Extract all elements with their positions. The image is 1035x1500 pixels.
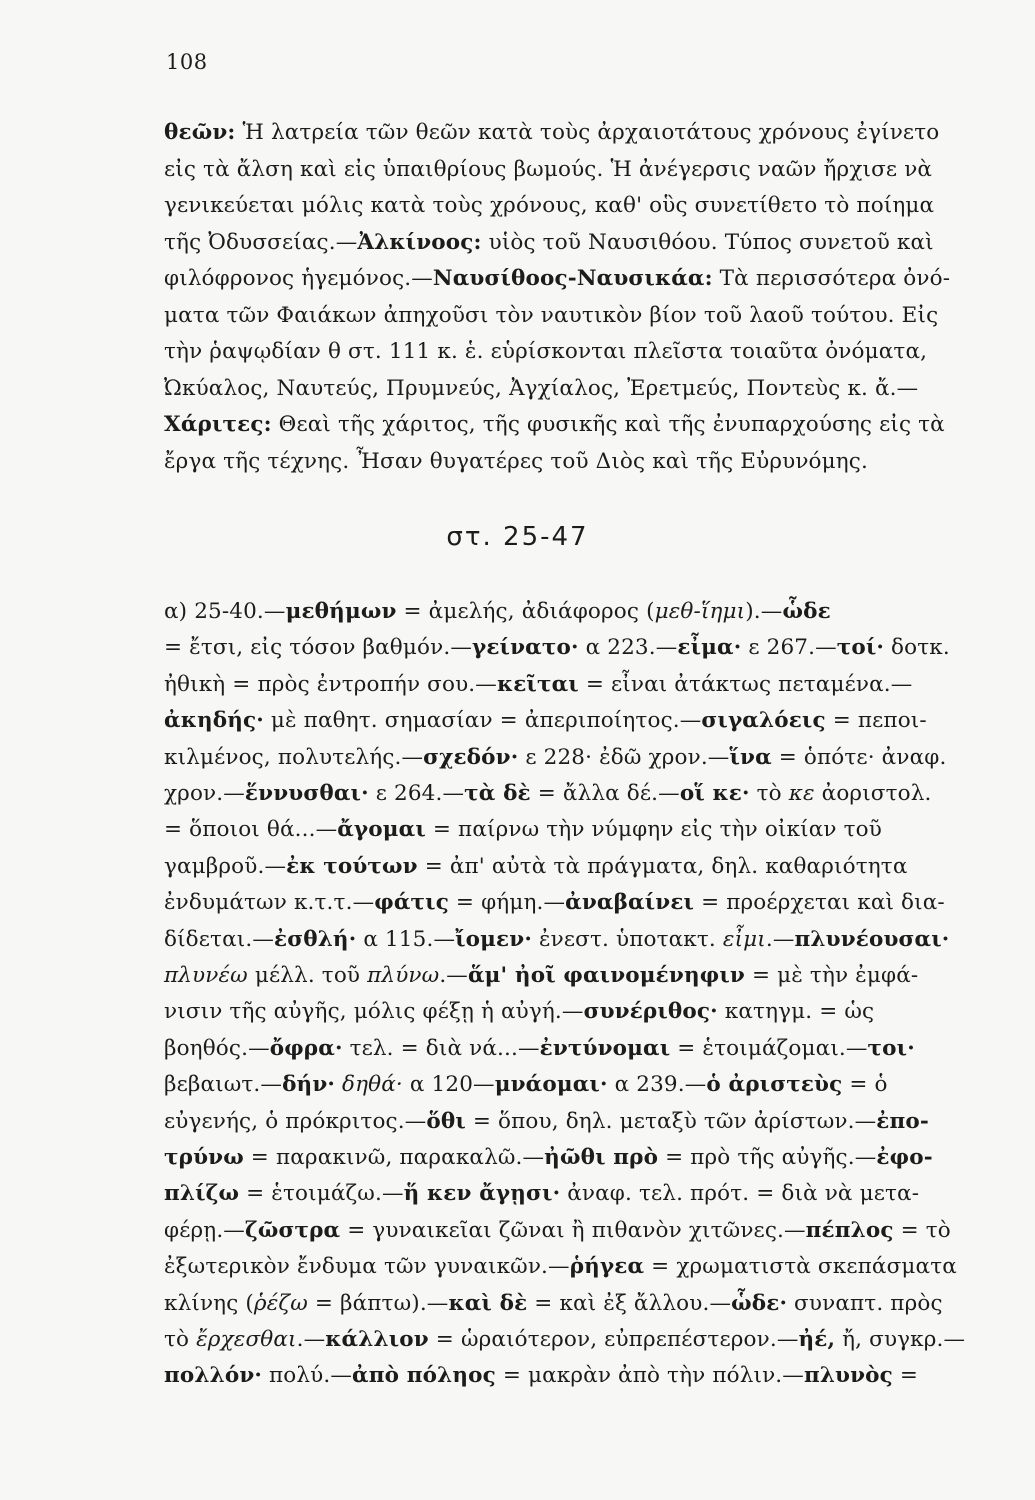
paragraph-two-line bbox=[164, 743, 946, 773]
paragraph-one-line bbox=[164, 155, 932, 185]
gloss-text: δοτκ. bbox=[884, 635, 950, 661]
gloss-text: ἔργα τῆς τέχνης. Ἦσαν θυγατέρες τοῦ Διὸς καὶ τῆς Εὐρυνόμης. bbox=[164, 448, 868, 474]
paragraph-two-line bbox=[164, 1289, 943, 1319]
headword: ἠέ, bbox=[798, 1327, 836, 1352]
gloss-text: Ὠκύαλος, Ναυτεύς, Πρυμνεύς, Ἀγχίαλος, Ἐρετμεύς, Ποντεὺς κ. ἄ.— bbox=[164, 375, 919, 401]
headword: ἐντύνομαι bbox=[539, 1035, 671, 1061]
gloss-text: = ἀπ' αὐτὰ τὰ πράγματα, δηλ. καθαριότητα bbox=[417, 853, 908, 879]
headword: ἄγομαι bbox=[337, 817, 426, 843]
gloss-text: ἀναφ. τελ. πρότ. = διὰ νὰ μετα- bbox=[560, 1181, 920, 1207]
gloss-text: εἰς τὰ ἄλση καὶ εἰς ὑπαιθρίους βωμούς. Ἡ ἀνέγερσις ναῶν ἤρχισε νὰ bbox=[164, 156, 933, 182]
gloss-text bbox=[335, 1072, 342, 1097]
paragraph-two-line bbox=[164, 961, 918, 991]
paragraph-two-line bbox=[164, 1070, 888, 1100]
gloss-text: = ἑτοιμάζω.— bbox=[239, 1181, 404, 1207]
paragraph-two-line bbox=[164, 779, 932, 809]
gloss-text: = εἶναι ἀτάκτως πεταμένα.— bbox=[578, 671, 913, 697]
paragraph-two-line bbox=[164, 1107, 929, 1137]
headword: ἀναβαίνει bbox=[565, 890, 695, 916]
gloss-text: βεβαιωτ.— bbox=[164, 1072, 283, 1098]
headword: ἐσθλή· bbox=[273, 926, 357, 952]
headword: ἅμ' ἠοῖ φαινομένηφιν bbox=[467, 963, 745, 988]
headword: ἕννυσθαι· bbox=[244, 781, 369, 806]
gloss-text: ε 267.— bbox=[741, 635, 837, 661]
gloss-text: τελ. = διὰ νά...— bbox=[342, 1035, 540, 1061]
paragraph-two-line bbox=[164, 925, 949, 955]
gloss-text: συναπτ. πρὸς bbox=[787, 1290, 943, 1316]
headword: καὶ δὲ bbox=[448, 1290, 528, 1316]
headword: ἀκηδής· bbox=[164, 708, 264, 734]
headword: μνάομαι· bbox=[494, 1072, 608, 1098]
paragraph-two-line bbox=[164, 597, 831, 627]
gloss-text: = bbox=[892, 1363, 919, 1389]
paragraph-one-line bbox=[164, 337, 927, 367]
gloss-text: εὐγενής, ὁ πρόκριτος.— bbox=[164, 1108, 427, 1134]
paragraph-two-line bbox=[164, 1143, 933, 1173]
gloss-text: ε 228· ἐδῶ χρον.— bbox=[518, 744, 730, 770]
gloss-text: βοηθός.— bbox=[164, 1035, 270, 1061]
headword: ζῶστρα bbox=[244, 1217, 341, 1243]
gloss-text: = βάπτω).— bbox=[307, 1290, 449, 1316]
headword: ὁ ἀριστεὺς bbox=[706, 1072, 843, 1098]
headword: κάλλιον bbox=[325, 1327, 429, 1352]
gloss-text: = ὅπου, δηλ. μεταξὺ τῶν ἀρίστων.— bbox=[465, 1108, 877, 1134]
gloss-text: υἱὸς τοῦ Ναυσιθόου. Τύπος συνετοῦ καὶ bbox=[481, 229, 934, 255]
gloss-text: χρον.— bbox=[164, 781, 245, 806]
gloss-text: μέλλ. τοῦ bbox=[247, 963, 368, 988]
paragraph-two-line bbox=[164, 1034, 915, 1064]
headword: ἀπὸ πόληος bbox=[352, 1363, 496, 1389]
headword: τοι· bbox=[867, 1035, 915, 1061]
paragraph-two-line bbox=[164, 1216, 951, 1246]
headword: οἵ κε· bbox=[679, 781, 750, 806]
gloss-text: τῆς Ὀδυσσείας.— bbox=[164, 229, 358, 255]
headword: ἐκ τούτων bbox=[286, 853, 418, 879]
gloss-text: = παίρνω τὴν νύμφην εἰς τὴν οἰκίαν τοῦ bbox=[425, 817, 882, 843]
gloss-text: δίδεται.— bbox=[164, 926, 274, 952]
gloss-text: α) 25-40.— bbox=[164, 599, 286, 624]
headword: κεῖται bbox=[496, 671, 579, 697]
gloss-text: μὲ παθητ. σημασίαν = ἀπεριποίητος.— bbox=[263, 708, 702, 734]
headword: ἠῶθι πρὸ bbox=[544, 1145, 659, 1170]
gloss-text: κλίνης ( bbox=[164, 1290, 254, 1316]
italic-word: εἶμι bbox=[722, 926, 766, 952]
gloss-text: κιλμένος, πολυτελής.— bbox=[164, 744, 424, 770]
gloss-text: ἠθικὴ = πρὸς ἐντροπήν σου.— bbox=[164, 671, 497, 697]
gloss-text: γενικεύεται μόλις κατὰ τοὺς χρόνους, καθ' οὓς συνετίθετο τὸ ποίημα bbox=[164, 193, 935, 218]
gloss-text: α 239.— bbox=[607, 1072, 707, 1098]
headword: σιγαλόεις bbox=[701, 708, 826, 734]
headword: ἵνα bbox=[729, 744, 772, 770]
gloss-text: ἐξωτερικὸν ἔνδυμα τῶν γυναικῶν.— bbox=[164, 1254, 570, 1280]
gloss-text: = ἀμελής, ἀδιάφορος ( bbox=[396, 599, 655, 624]
gloss-text: = ὅποιοι θά...— bbox=[164, 817, 338, 843]
gloss-text: .— bbox=[439, 963, 468, 988]
italic-word: ἔρχεσθαι bbox=[196, 1327, 297, 1352]
paragraph-one-line bbox=[164, 301, 938, 331]
gloss-text: κατηγμ. = ὡς bbox=[717, 999, 875, 1025]
paragraph-two-line bbox=[164, 852, 907, 882]
paragraph-one-line bbox=[164, 264, 950, 294]
headword: ὧδε bbox=[782, 599, 831, 624]
headword: πλυνὸς bbox=[803, 1363, 893, 1389]
gloss-text: = χρωματιστὰ σκεπάσματα bbox=[644, 1254, 957, 1280]
headword: ῥήγεα bbox=[569, 1254, 645, 1280]
paragraph-one-line bbox=[164, 447, 868, 477]
gloss-text: = παρακινῶ, παρακαλῶ.— bbox=[243, 1145, 545, 1170]
gloss-text: πολύ.— bbox=[262, 1363, 353, 1389]
headword: Ναυσίθοος-Ναυσικάα: bbox=[432, 266, 713, 291]
gloss-text: = προέρχεται καὶ δια- bbox=[694, 890, 945, 916]
page-number: 108 bbox=[166, 50, 208, 74]
gloss-text: ε 264.— bbox=[368, 781, 465, 806]
gloss-text: τὴν ῥαψῳδίαν θ στ. 111 κ. ἑ. εὑρίσκονται πλεῖστα τοιαῦτα ὀνόματα, bbox=[164, 339, 928, 364]
gloss-text: ).— bbox=[745, 599, 783, 624]
gloss-text: = ὁ bbox=[842, 1072, 888, 1098]
paragraph-two-line bbox=[164, 815, 882, 845]
headword: γείνατο· bbox=[471, 635, 579, 661]
headword: ἴομεν· bbox=[455, 926, 532, 952]
headword: τοί· bbox=[836, 635, 885, 661]
gloss-text: = μακρὰν ἀπὸ τὴν πόλιν.— bbox=[495, 1363, 804, 1389]
italic-word: πλύνω bbox=[367, 963, 440, 988]
headword: πλυνέουσαι· bbox=[794, 926, 950, 952]
paragraph-two-line bbox=[164, 1325, 965, 1355]
gloss-text: νισιν τῆς αὐγῆς, μόλις φέξῃ ἡ αὐγή.— bbox=[164, 999, 584, 1025]
paragraph-two-line bbox=[164, 1179, 919, 1209]
headword: τὰ δὲ bbox=[464, 781, 531, 806]
headword: Χάριτες: bbox=[164, 412, 272, 437]
headword: πλίζω bbox=[164, 1181, 240, 1207]
headword: ἐφο- bbox=[876, 1145, 933, 1170]
italic-word: κε bbox=[788, 781, 815, 806]
headword: ὄφρα· bbox=[269, 1035, 343, 1061]
gloss-text: Τὰ περισσότερα ὀνό- bbox=[712, 266, 951, 291]
gloss-text: = ἑτοιμάζομαι.— bbox=[670, 1035, 868, 1061]
gloss-text: Θεαὶ τῆς χάριτος, τῆς φυσικῆς καὶ τῆς ἐνυπαρχούσης εἰς τὰ bbox=[271, 412, 945, 437]
gloss-text: = πρὸ τῆς αὐγῆς.— bbox=[658, 1145, 877, 1170]
gloss-text: φιλόφρονος ἡγεμόνος.— bbox=[164, 266, 433, 291]
headword: τρύνω bbox=[164, 1145, 244, 1170]
italic-word: ῥέζω bbox=[253, 1290, 308, 1316]
headword: δήν· bbox=[282, 1072, 336, 1098]
gloss-text: = ὁπότε· ἀναφ. bbox=[771, 744, 947, 770]
gloss-text: γαμβροῦ.— bbox=[164, 853, 287, 879]
gloss-text: = ἔτσι, εἰς τόσον βαθμόν.— bbox=[164, 635, 472, 661]
paragraph-two-line bbox=[164, 670, 912, 700]
gloss-text: = καὶ ἐξ ἄλλου.— bbox=[527, 1290, 732, 1316]
gloss-text: = φήμη.— bbox=[448, 890, 566, 916]
gloss-text: τὸ bbox=[749, 781, 789, 806]
gloss-text: .— bbox=[296, 1327, 326, 1352]
gloss-text: = ὡραιότερον, εὐπρεπέστερον.— bbox=[428, 1327, 799, 1352]
headword: σχεδόν· bbox=[423, 744, 519, 770]
headword: ἥ κεν ἄγῃσι· bbox=[403, 1181, 561, 1207]
gloss-text: ἤ, συγκρ.— bbox=[835, 1327, 966, 1352]
section-heading: στ. 25-47 bbox=[446, 522, 589, 552]
paragraph-one-line bbox=[164, 410, 945, 440]
paragraph-two-line bbox=[164, 1361, 918, 1391]
paragraph-one-line bbox=[164, 374, 918, 404]
gloss-text: = πεποι- bbox=[825, 708, 927, 734]
gloss-text: α 120— bbox=[402, 1072, 495, 1098]
gloss-text: α 223.— bbox=[578, 635, 678, 661]
gloss-text: = τὸ bbox=[893, 1217, 951, 1243]
gloss-text: .— bbox=[765, 926, 795, 952]
paragraph-two-line bbox=[164, 633, 950, 663]
paragraph-two-line bbox=[164, 888, 945, 918]
gloss-text: ματα τῶν Φαιάκων ἀπηχοῦσι τὸν ναυτικὸν βίον τοῦ λαοῦ τούτου. Εἰς bbox=[164, 302, 939, 328]
italic-word: μεθ-ἵημι bbox=[654, 599, 746, 624]
paragraph-one-line bbox=[164, 191, 934, 221]
headword: συνέριθος· bbox=[583, 999, 718, 1025]
paragraph-one-line bbox=[164, 228, 934, 258]
headword: εἶμα· bbox=[677, 635, 742, 661]
headword: φάτις bbox=[374, 890, 449, 916]
gloss-text: ἐνεστ. ὑποτακτ. bbox=[531, 926, 723, 952]
gloss-text: φέρῃ.— bbox=[164, 1217, 245, 1243]
gloss-text: α 115.— bbox=[356, 926, 456, 952]
headword: ἐπο- bbox=[876, 1108, 929, 1134]
headword: ὧδε· bbox=[731, 1290, 788, 1316]
headword: Ἀλκίνοος: bbox=[357, 229, 482, 255]
gloss-text: ἀοριστολ. bbox=[814, 781, 932, 806]
paragraph-two-line bbox=[164, 997, 874, 1027]
headword: θεῶν: bbox=[164, 120, 236, 145]
gloss-text: ἐνδυμάτων κ.τ.τ.— bbox=[164, 890, 375, 916]
gloss-text: = μὲ τὴν ἐμφά- bbox=[744, 963, 919, 988]
gloss-text: Ἡ λατρεία τῶν θεῶν κατὰ τοὺς ἀρχαιοτάτους χρόνους ἐγίνετο bbox=[235, 120, 940, 145]
gloss-text: = γυναικεῖαι ζῶναι ἢ πιθανὸν χιτῶνες.— bbox=[340, 1217, 806, 1243]
headword: μεθήμων bbox=[285, 599, 397, 624]
headword: πολλόν· bbox=[164, 1363, 263, 1389]
paragraph-two-line bbox=[164, 706, 927, 736]
paragraph-one-line bbox=[164, 118, 939, 148]
gloss-text: τὸ bbox=[164, 1327, 197, 1352]
gloss-text: = ἄλλα δέ.— bbox=[530, 781, 680, 806]
paragraph-two-line bbox=[164, 1252, 957, 1282]
italic-word: δηθά· bbox=[342, 1072, 403, 1098]
headword: ὅθι bbox=[426, 1108, 466, 1134]
italic-word: πλυνέω bbox=[164, 963, 248, 988]
headword: πέπλος bbox=[805, 1217, 894, 1243]
